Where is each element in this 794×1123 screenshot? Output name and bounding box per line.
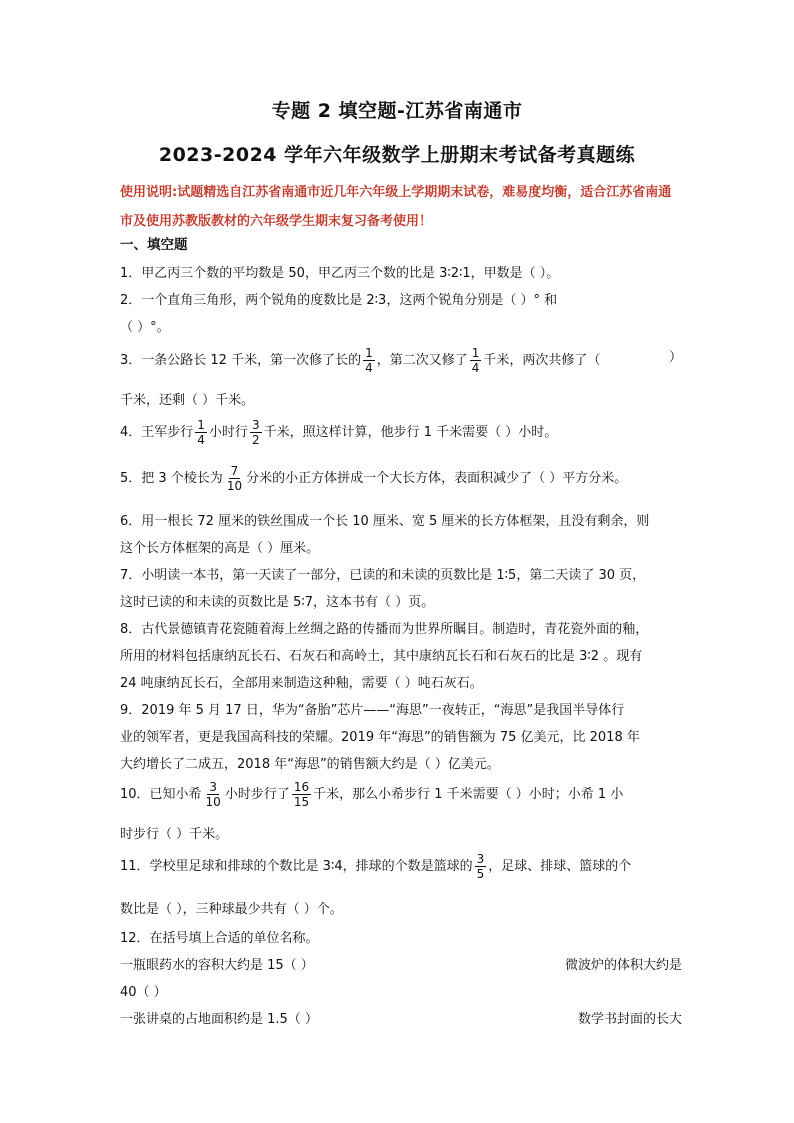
numerator: 1 <box>365 346 373 360</box>
question-5 <box>120 464 682 493</box>
numerator: 3 <box>251 418 260 432</box>
question-9-line-3: 大约增长了二成五，2018 年“海思”的销售额大约是（ ）亿美元。 <box>120 757 500 772</box>
question-4 <box>120 418 682 447</box>
question-3-line-1 <box>120 346 682 375</box>
fraction <box>225 464 244 493</box>
denominator: 4 <box>365 361 373 375</box>
question-12-row-1 <box>120 954 682 973</box>
q11-text-b: ，足球、排球、篮球的个 <box>488 859 632 874</box>
q3-text-c: 千米，两次共修了（ <box>483 353 601 368</box>
denominator: 2 <box>251 433 260 447</box>
denominator: 10 <box>205 795 221 809</box>
q12-item-microwave: 微波炉的体积大约是 <box>564 958 682 973</box>
q5-text-b: 分米的小正方体拼成一个大长方体，表面积减少了（ ）平方分米。 <box>246 471 628 486</box>
denominator: 15 <box>293 795 310 809</box>
denominator: 4 <box>197 433 205 447</box>
q3-text-a: 3．一条公路长 12 千米，第一次修了长的 <box>120 353 362 368</box>
question-2-line-1: 2．一个直角三角形，两个锐角的度数比是 2∶3，这两个锐角分别是（ ）° 和 <box>120 293 558 308</box>
fraction <box>204 780 223 809</box>
question-6-line-1: 6．用一根长 72 厘米的铁丝围成一个长 10 厘米、宽 5 厘米的长方体框架，且没有剩余，则 <box>120 514 650 529</box>
numerator: 1 <box>471 346 480 360</box>
fraction <box>470 346 482 375</box>
question-12-row-2: 40（ ） <box>120 985 167 1000</box>
fraction <box>363 346 375 375</box>
question-7-line-2: 这时已读的和未读的页数比是 5∶7，这本书有（ ）页。 <box>120 595 435 610</box>
q10-text-a: 10．已知小希 <box>120 787 202 802</box>
question-10-line-1 <box>120 780 682 809</box>
fraction <box>195 418 207 447</box>
usage-notice: 使用说明:试题精选自江苏省南通市近几年六年级上学期期末试卷，难易度均衡，适合江苏省南通市及使用苏教版教材的六年级学生期末复习备考使用！ <box>120 185 672 229</box>
q4-text-c: 千米，照这样计算，他步行 1 千米需要（ ）小时。 <box>263 425 558 440</box>
denominator: 10 <box>226 479 243 493</box>
question-6-line-2: 这个长方体框架的高是（ ）厘米。 <box>120 541 320 556</box>
question-8-line-3: 24 吨康纳瓦长石，全部用来制造这种釉，需要（ ）吨石灰石。 <box>120 676 483 691</box>
fraction <box>250 418 262 447</box>
fraction <box>475 852 487 881</box>
question-12-heading: 12．在括号填上合适的单位名称。 <box>120 931 319 946</box>
numerator: 3 <box>476 852 485 866</box>
q5-text-a: 5．把 3 个棱长为 <box>120 471 223 486</box>
question-10-line-2: 时步行（ ）千米。 <box>120 827 229 842</box>
numerator: 1 <box>197 418 205 432</box>
question-11-line-2: 数比是（ ），三种球最少共有（ ）个。 <box>120 902 343 917</box>
question-11-line-1 <box>120 852 682 881</box>
q10-text-c: 千米，那么小希步行 1 千米需要（ ）小时；小希 1 小 <box>313 787 624 802</box>
q12-item-book-cover: 数学书封面的长大 <box>577 1012 682 1027</box>
numerator: 7 <box>230 464 239 478</box>
denominator: 5 <box>476 867 485 881</box>
title-line-2: 2023-2024 学年六年级数学上册期末考试备考真题练 <box>158 144 636 166</box>
numerator: 16 <box>293 780 310 794</box>
denominator: 4 <box>471 361 480 375</box>
question-9-line-1: 9．2019 年 5 月 17 日，华为“备胎”芯片——“海思”一夜转正，“海思”是我国半导体行 <box>120 703 625 718</box>
question-1: 1．甲乙丙三个数的平均数是 50，甲乙丙三个数的比是 3∶2∶1，甲数是（ ）。 <box>120 266 560 281</box>
section-heading: 一、填空题 <box>120 237 188 253</box>
question-3-line-2: 千米，还剩（ ）千米。 <box>120 393 255 408</box>
q4-text-b: 小时行 <box>208 425 248 440</box>
q3-text-d: ） <box>668 350 682 365</box>
question-9-line-2: 业的领军者，更是我国高科技的荣耀。2019 年“海思”的销售额为 75 亿美元，比 2018 年 <box>120 730 640 745</box>
fraction <box>292 780 311 809</box>
numerator: 3 <box>209 780 217 794</box>
q12-item-eyedrops: 一瓶眼药水的容积大约是 15（ ） <box>120 958 314 973</box>
q11-text-a: 11．学校里足球和排球的个数比是 3∶4，排球的个数是篮球的 <box>120 859 473 874</box>
question-8-line-1: 8．古代景德镇青花瓷随着海上丝绸之路的传播而为世界所瞩目。制造时，青花瓷外面的釉， <box>120 622 649 637</box>
q4-text-a: 4．王军步行 <box>120 425 194 440</box>
question-12-row-3 <box>120 1008 682 1027</box>
question-8-line-2: 所用的材料包括康纳瓦长石、石灰石和高岭土，其中康纳瓦长石和石灰石的比是 3∶2 。现有 <box>120 649 643 664</box>
question-2-line-2: （ ）°。 <box>120 320 170 335</box>
question-7-line-1: 7．小明读一本书，第一天读了一部分，已读的和未读的页数比是 1∶5，第二天读了 30 页， <box>120 568 646 583</box>
q3-text-b: ，第二次又修了 <box>376 353 468 368</box>
q12-item-desk: 一张讲桌的占地面积约是 1.5（ ） <box>120 1012 318 1027</box>
q10-text-b: 小时步行了 <box>224 787 290 802</box>
title-line-1: 专题 2 填空题-江苏省南通市 <box>271 100 523 122</box>
